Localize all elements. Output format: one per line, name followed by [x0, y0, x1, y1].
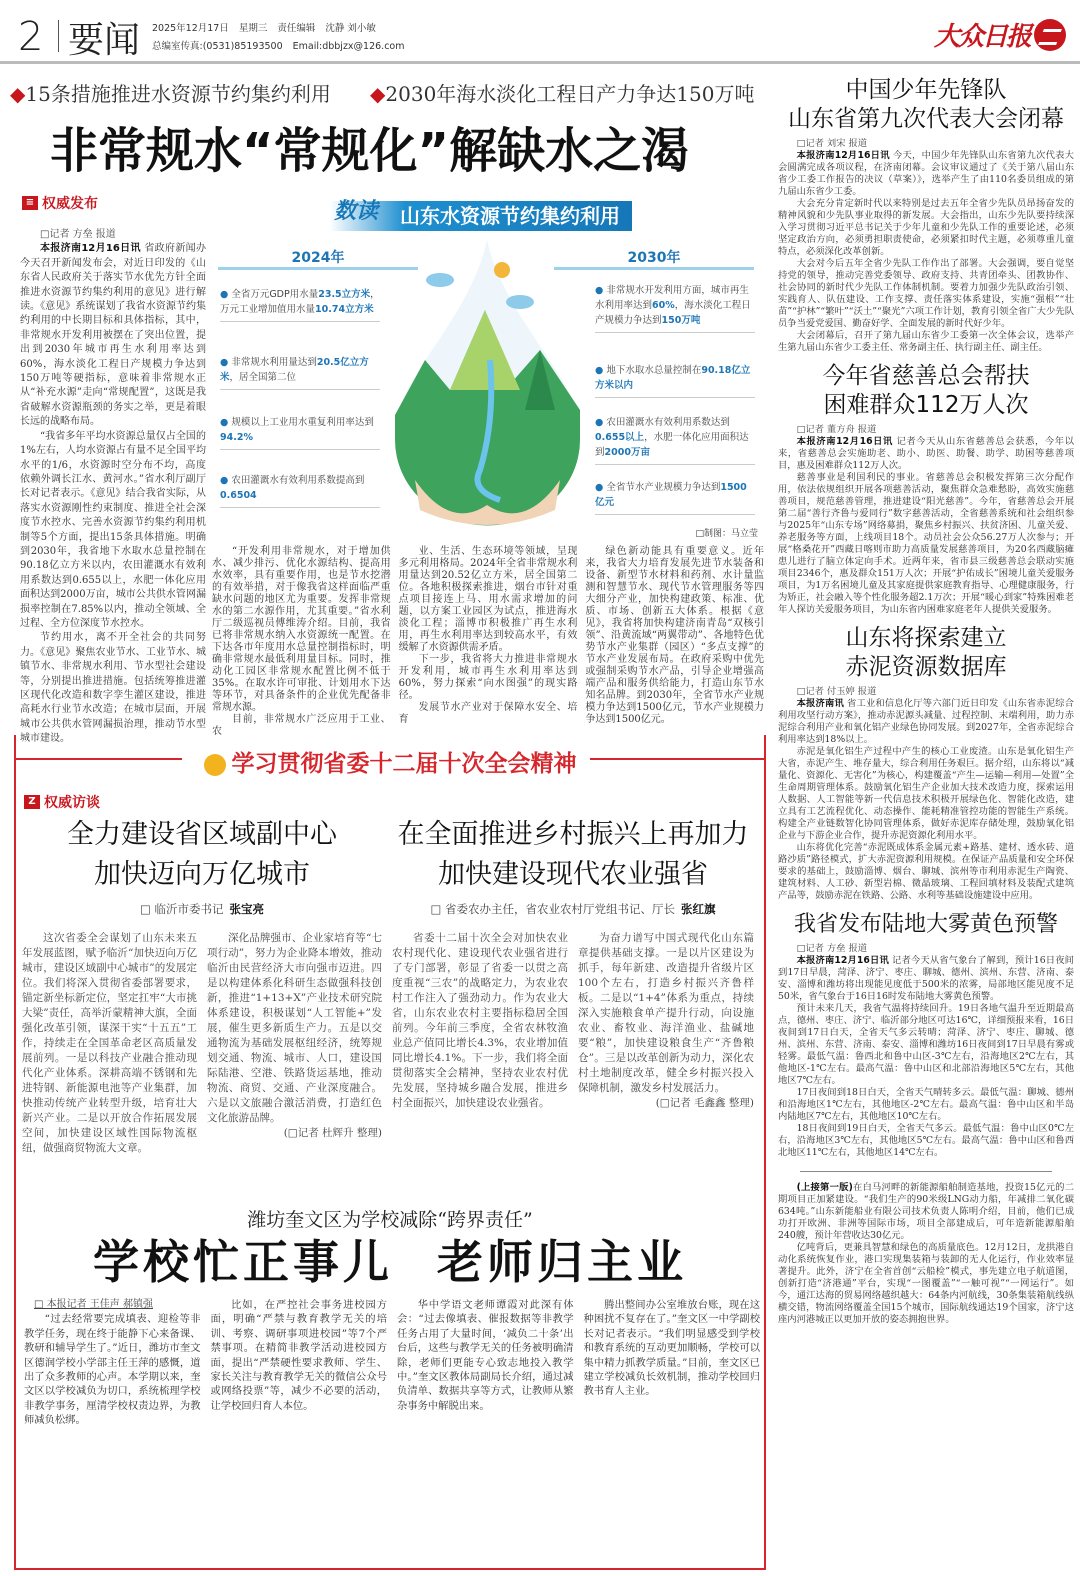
weekday: 星期三 — [238, 23, 268, 34]
subhead-2: ◆2030年海水淡化工程日产力争达150万吨 — [370, 82, 755, 106]
section-title: 要闻 — [68, 20, 141, 61]
article — [778, 76, 1074, 354]
byline: □记者 方垒 报道 — [40, 229, 116, 240]
issue-date: 2025年12月17日 — [152, 23, 229, 34]
interview-tag: Z 权威访谈 — [24, 792, 100, 812]
section-tag: ≡ 权威发布 — [22, 193, 98, 213]
year-2030: 2030年 — [554, 247, 754, 270]
lead-article-col4: 绿色新动能具有重要意义。近年来，我省大力培育发展先进节水装备和设备、新型节水材料和药剂、水计量监测和智慧节水、现代节水管理服务等四大细分产业，加快构建政策、标准、优质、市场、创新五大体系。根据《意见》，我省将加快构建济南青岛“双核引领”、沿黄流域“两翼带动”、各地特色优势节水产业集群（园区）“多点支撑”的节水产业发展布局。在政府采购中优先或强制采购节水产品，引导企业增强高端产品和服务供给能力，打造山东节水知名品牌。到2030年，全省节水产业规模力争达到1500亿元，节水产业规模力争达到1500亿元。 — [585, 546, 765, 725]
lead-article-col2: “开发利用非常规水，对于增加供水、减少排污、优化水源结构、提高用水效率，具有重要作用，也是节水挖潜的有效举措，对于像我省这样面临严重缺水问题的地区尤为重要。发挥非常规水的第二水源作用，尤其重要。”省水利厅二级巡视员傅维涛介绍。目前，我省已将非常规水纳入水资源统一配置。在下达各市年度用水总量控制指标时，明确非常规水最低利用量目标。同时，推动化工园区非常规水配置比例不低于35%。在取水许可审批、计划用水下达等环节，对具备条件的企业优先配备非常规水源。 目前，非常规水广泛应用于工业、农 — [212, 546, 391, 737]
editor-note: (□记者 毛鑫鑫 整理) — [655, 1097, 754, 1109]
article-body: □记者 刘宋 报道 本报济南12月16日讯 今天，中国少年先锋队山东省第九次代表大会圆满完成各项议程，在济南闭幕。会议审议通过了《关于第八届山东省少工委工作报告的决议（草案）》，选举产生了由110名委员组成的第九届山东省少工委。 大会充分肯定新时代以来特别是过去五年全省少先队员昂扬奋发的精神风貌和少先队事业取得的新发展。大会指出，山东少先队要持续深入学习贯彻习近平总书记关于少年儿童和少先队工作的重要论述，必须坚定政治方向，必须勇担职责使命，必须紧扣时代主题，必须尊重儿童特点，必须深化改革创新。 大会对今后五年全省少先队工作作出了部署。大会强调，要自觉坚持党的领导，推动完善党委领导、政府支持、共青团牵头、团教协作、社会协同的新时代少先队工作体制机制。要着力加强少先队政治引领、实践育人、队伍建设、工作支撑、责任落实体系建设，实施“强根”“壮苗”“护林”“繁叶”“沃土”“聚光”六项工作计划，教育引领全省广大少先队员争当爱党爱国、勤奋好学、全面发展的新时代好少年。 大会闭幕后，召开了第九届山东省少工委第一次全体会议，选举产生第九届山东省少工委主任、常务副主任、执行副主任、副主任。 — [778, 138, 1074, 353]
divider — [800, 1171, 1052, 1172]
special-banner: 学习贯彻省委十二届十次全会精神 — [14, 745, 766, 778]
byline: □ 本报记者 王佳声 郝镇强 — [34, 1299, 153, 1310]
newspaper-logo — [934, 16, 1066, 53]
interview-1 — [22, 815, 382, 1186]
water-drop-illustration — [390, 240, 585, 520]
article-headline: 今年省慈善总会帮扶 困难群众112万人次 — [822, 363, 1030, 418]
lead-article-col3: 业、生活、生态环境等领域，呈现多元利用格局。2024年全省非常规水利用量达到20.52亿立方米，居全国第二位。各地积极探索推进，烟台市针对重点项目接连上马、用水需求增加的问题，以方案工业园区为试点，推进海水淡化工程；淄博市积极推广再生水利用，再生水利用率达到较高水平，有效缓解了水资源供需矛盾。 下一步，我省将大力推进非常规水开发利用，城市再生水利用率达到60%，努力探索“向水图强”的现实路径。 发展节水产业对于保障水安全、培育 — [398, 546, 578, 725]
editors: 沈静 刘小敏 — [325, 23, 376, 34]
interview-1-byline: □ 临沂市委书记 张宝亮 — [139, 902, 265, 916]
dateline: 本报济南12月16日讯 — [40, 243, 141, 255]
stat-2030: ● 全省节水产业规模力争达到1500亿元 — [595, 480, 755, 515]
email: Email:dbbjzx@126.com — [292, 41, 405, 52]
masthead — [0, 0, 1080, 64]
stat-2030: ● 地下水取水总量控制在90.18亿立方米以内 — [595, 363, 755, 398]
logo-emblem-icon — [1034, 19, 1066, 51]
weifang-subhead: 潍坊奎文区为学校减除“跨界责任” — [247, 1209, 533, 1231]
stat-2024: ● 农田灌溉水有效利用系数提高到0.6504 — [220, 473, 380, 508]
stat-2024: ● 非常规水利用量达到20.5亿立方米，居全国第二位 — [220, 355, 380, 390]
interview-2-headline: 在全面推进乡村振兴上再加力 加快建设现代农业强省 — [397, 819, 749, 890]
article-body: □记者 付玉婷 报道 本报济南讯 省工业和信息化厅等六部门近日印发《山东省赤泥综合利用攻坚行动方案》，推动赤泥源头减量、过程控制、末端利用，助力赤泥综合利用产业和氧化铝产业绿色协同发展。到2027年，全省赤泥综合利用率达到18%以上。 赤泥是氧化铝生产过程中产生的核心工业废渣。山东是氧化铝生产大省，赤泥产生、堆存量大，综合利用任务艰巨。据介绍，山东将以“减量化、资源化、无害化”为核心，构建覆盖“产生—运输—利用—处置”全生命周期管理体系。鼓励氧化铝生产企业加大技术改造力度，探索运用人数据、人工智能等新一代信息技术积极开展绿色化、智能化改造，建立具有工艺流程优化、动态操作、能耗精准管控功能的智能生产系统。构建全产业链数智化协同管理体系，做好赤泥库存储处理，鼓励氧化铝企业与下游企业合作，提升赤泥资源化利用水平。 山东将优化完善“赤泥既成体系金属元素+路基、建材、透水砖、道路沙质”路径模式，扩大赤泥资源利用规模。在保证产品质量和安全环保要求的基础上，鼓励淄博、烟台、聊城、滨州等市利用赤泥生产陶瓷、建筑材料、人工砂、新型岩棉、微晶玻璃、工程回填材料及装配式建筑产品等，鼓励赤泥在铁路、公路、水利等基础设施建设中应用。 — [778, 686, 1074, 901]
lead-article-col1: □记者 方垒 报道 本报济南12月16日讯 省政府新闻办今天召开新闻发布会，对近日印发的《山东省人民政府关于落实节水优先方针全面推进水资源节约集约利用的意见》进行解读。《意见》系统谋划了我省水资源节约集约利用的中长期目标和具体指标，其中，非常规水开发利用被摆在了突出位置，提出到2030年城市再生水利用率达到60%，海水淡化工程日产规模力争达到150万吨等硬指标，意味着非常规水正从“补充水源”走向“常规配置”，这既是我省破解水资源瓶颈的务实之举，更是着眼长远的战略布局。 “我省多年平均水资源总量仅占全国的1%左右，人均水资源占有量不足全国平均水平的1/6，水资源时空分布不均，高度依赖外调长江水、黄河水。”省水利厅副厅长对记者表示。《意见》结合我省实际，从落实水资源刚性约束制度、推进全社会深度节水控水、完善水资源节约集约利用机制等5个方面，提出15条具体措施。明确到2030年，我省地下水取水总量控制在90.18亿立方米以内，农田灌溉水有效利用系数达到0.655以上，水肥一体化应用面积达到2000万亩，城市公共供水管网漏损率控制在7.85%以内，推动全领域、全过程、全方位深度节水控水。 节约用水，离不开全社会的共同努力。《意见》聚焦农业节水、工业节水、城镇节水、非常规水利用、节水型社会建设等，分别提出推进措施。包括统筹推进灌区现代化改造和数字孪生灌区建设，推进高耗水行业节水改造；在城市层面，开展城市公共供水管网漏损治理，推动节水型城市建设。 — [20, 229, 207, 745]
graphic-credit: □制图：马立莹 — [695, 529, 758, 539]
divider — [58, 20, 59, 52]
page-number: 2 — [18, 14, 44, 60]
stat-2030: ● 非常规水开发利用方面，城市再生水利用率达到60%，海水淡化工程日产规模力争达到150万吨 — [595, 283, 755, 333]
year-2024: 2024年 — [218, 247, 418, 270]
issue-meta — [152, 20, 415, 56]
article-headline: 山东将探索建立 赤泥资源数据库 — [845, 625, 1007, 680]
party-emblem-icon — [204, 754, 226, 776]
interview-1-body: 这次省委全会谋划了山东未来五年发展蓝图，赋予临沂“加快迈向万亿城市，建设区域副中心城市”的发展定位。我们将深入贯彻省委部署要求，锚定新坐标新定位，坚定扛牢“大市挑大梁”责任，高举沂蒙精神大旗，全面强化改革引领，谋深干实“十五五”工作，持续走在全国革命老区高质量发展前列。一是以科技产业融合推动现代化产业体系。深耕高端不锈钢和先进特钢、新能源电池等产业集群，加快推动传统产业转型升级，培育壮大新兴产业。二是以开放合作拓展发展空间，加快建设区域性国际物流枢纽，做强商贸物流大文章。 深化品牌强市、企业家培育等“七项行动”，努力为企业降本增效，推动临沂由民营经济大市向强市迈进。四是以构建体系化科研生态做强科技创新，推进“1+13+X”产业技术研究院体系建设，积极谋划“人工智能+”发展，催生更多新质生产力。五是以交通物流为基础发展枢纽经济，统筹规划交通、物流、城市、人口，建设国际陆港、空港、铁路货运基地，推动物流、商贸、交通、产业深度融合。六是以文旅融合激活消费，打造红色文化旅游品牌。 (□记者 杜辉升 整理) — [22, 932, 382, 1154]
lead-article-cols — [212, 546, 765, 737]
fax: 总编室传真:(0531)85193500 — [152, 41, 283, 52]
right-column — [778, 76, 1074, 1570]
weifang-headline: 学校忙正事儿 老师归主业 — [93, 1235, 687, 1289]
interview-2-body: 省委十二届十次全会对加快农业农村现代化、建设现代农业强省进行了专门部署，彰显了省委一以贯之高度重视“三农”的战略定力，为农业农村工作注入了强劲动力。作为农业大省，山东农业农村主要指标稳居全国前列。今年前三季度，全省农林牧渔业总产值同比增长4.3%，农业增加值同比增长4.1%。下一步，我们将全面贯彻落实全会精神，坚持农业农村优先发展，坚持城乡融合发展，推进乡村全面振兴，加快建设农业强省。 为奋力谱写中国式现代化山东篇章提供基础支撑。一是以片区建设为抓手，每年新建、改造提升省级片区100个左右，打造乡村振兴齐鲁样板。二是以“1+4”体系为重点，持续深入实施粮食单产提升行动，向设施农业、畜牧业、海洋渔业、盐碱地要“粮”，加快建设粮食生产“齐鲁粮仓”。三是以改革创新为动力，深化农村土地制度改革，健全乡村振兴投入保障机制，激发乡村发展活力。 (□记者 毛鑫鑫 整理) — [392, 932, 754, 1109]
lead-headline: 非常规水“常规化”解缺水之渴 — [50, 123, 690, 179]
article — [778, 910, 1074, 1159]
subhead-1: ◆15条措施推进水资源节约集约利用 — [10, 82, 331, 106]
article — [778, 362, 1074, 616]
article — [778, 624, 1074, 902]
infographic-title: 数读 山东水资源节约集约利用 — [330, 201, 632, 231]
stat-2024: ● 规模以上工业用水重复利用率达到94.2% — [220, 415, 380, 450]
stat-2030: ● 农田灌溉水有效利用系数达到0.655以上，水肥一体化应用面积达到2000万亩 — [595, 415, 755, 465]
interview-1-headline: 全力建设省区域副中心 加快迈向万亿城市 — [67, 819, 337, 890]
article-headline: 我省发布陆地大雾黄色预警 — [793, 912, 1058, 937]
continued-article: (上接第一版)在白马河畔的新能源船舶制造基地，投资15亿元的二期项目正加紧建设。“我们生产的90米级LNG动力船，年减排二氧化碳634吨。”山东新能船业有限公司技术负责人陈明介绍，目前，他们已成功打开欧洲、非洲等国际市场，项目全部建成后，可年造新能源船舶240艘，预计年营收达30亿元。 亿吨背后，更兼具智慧和绿色的高质量底色。12月12日，龙拱港自动化系统恢复作业，港口实现集装箱与装卸的无人化运行，作业效率显著提升。此外，济宁在全省首创“云船检”模式，事先建立电子航道图，创新打造“济港通”平台，实现“一图覆盖”“一触可视”“一网运行”。如今，通江达海的贸易网络越织越大：64条内河航线，30条集装箱航线纵横交错，物流网络覆盖全国15个城市，国际航线通达19个国家，济宁这座内河港城正以更加开放的姿态拥抱世界。 — [778, 1182, 1074, 1325]
stat-2024: ● 全省万元GDP用水量23.5立方米，万元工业增加值用水量10.74立方米 — [220, 287, 380, 322]
editor-label: 责任编辑 — [277, 23, 316, 34]
z-logo-icon: Z — [24, 795, 40, 809]
article-body: □记者 董方舟 报道 本报济南12月16日讯 记者今天从山东省慈善总会获悉，今年以来，省慈善总会实施助老、助小、助医、助餐、助学、助困等慈善项目，惠及困难群众112万人次。 慈善事业是利国利民的事业。省慈善总会积极发挥第三次分配作用，依法依规组织开展各项慈善活动，聚焦群众急难愁盼，高效实施慈善项目，规范慈善管理，推进建设“阳光慈善”。今年，省慈善总会开展第二届“善行齐鲁与爱同行”数字慈善活动，全省慈善系统和社会组织参与2025年“山东专场”网络募捐，聚焦乡村振兴、扶贫济困、儿童关爱、养老服务等方面，上线项目18个。动员社会公众56.27万人次参与；开展“格桑花开”西藏日喀则市助力高质量发展慈善项目，为20名西藏脑瘫患儿进行了脑立体定向手术。近两年来，省市县三级慈善总会联动实施项目2346个，惠及群众151万人次；开展“护佑成长”困境儿童关爱服务项目，为1万名困境儿童及其家庭提供家庭教育指导、心理健康服务，行为矫正，社会融入等个性化服务超2.1万次；开展“暖心到家”特殊困难老年人探访关爱服务项目，为山东省内困难家庭老年人提供关爱服务。 — [778, 424, 1074, 615]
document-icon: ≡ — [22, 196, 38, 210]
interview-2-byline: □ 省委农办主任，省农业农村厅党组书记、厅长 张红旗 — [430, 902, 716, 916]
interview-2 — [392, 815, 754, 1186]
article-headline: 中国少年先锋队 山东省第九次代表大会闭幕 — [788, 77, 1064, 132]
logo-text: 大众日报 — [933, 22, 1030, 52]
article-body: □记者 方垒 报道 本报济南12月16日讯 记者今天从省气象台了解到，预计16日夜间到17日早晨，菏泽、济宁、枣庄、聊城、德州、滨州、东营、济南、泰安、淄博和潍坊将出现能见度低于500米的浓雾，局部地区能见度不足50米，省气象台于16日16时发布陆地大雾黄色预警。 预计未来几天，我省气温将持续回升。19日各地气温升至近期最高点，德州、枣庄、济宁、临沂部分地区可达16℃，详细预报来看，16日夜间到17日白天，全省天气多云转晴；菏泽、济宁、枣庄、聊城、德州、滨州、东营、济南、泰安、淄博和潍坊16日夜间到17日早晨有雾或轻雾。最低气温：鲁西北和鲁中山区-3℃左右，沿海地区2℃左右，其他地区-1℃左右。最高气温：鲁中山区和北部沿海地区5℃左右，其他地区7℃左右。 17日夜间到18日白天，全省天气晴转多云。最低气温：聊城、德州和沿海地区1℃左右，其他地区-2℃左右。最高气温：鲁中山区和半岛内陆地区7℃左右，其他地区10℃左右。 18日夜间到19日白天，全省天气多云。最低气温：鲁中山区0℃左右，沿海地区3℃左右，其他地区5℃左右。最高气温：鲁中山区和鲁西北地区11℃左右，其他地区14℃左右。 — [778, 943, 1074, 1158]
infographic — [210, 195, 762, 543]
editor-note: (□记者 杜辉升 整理) — [283, 1127, 382, 1139]
weifang-article: □ 本报记者 王佳声 郝镇强 “过去经常要完成填表、迎检等非教学任务，现在终于能静下心来备课、教研和辅导学生了。”近日，潍坊市奎文区德润学校小学部主任王萍的感慨，道出了众多教师的心声。本学期以来，奎文区以学校减负为切口，系统梳理学校非教学事务，厘清学校权责边界，为教师减负松绑。 比如，在严控社会事务进校园方面，明确“严禁与教育教学无关的培训、考察、调研事项进校园”等7个严禁事项。在精简非教学活动进校园方面，提出“严禁硬性要求教师、学生、家长关注与教育教学无关的微信公众号或网络投票”等，减少不必要的活动，让学校回归育人本位。 华中学语文老师谭霞对此深有体会：“过去像填表、催报数据等非教学任务占用了大量时间，‘减负二十条’出台后，这些与教学无关的任务被明确清除，老师们更能专心致志地投入教学中。”奎文区教体局副局长介绍，通过减负清单、数据共享等方式，让教师从繁杂事务中解脱出来。 腾出整间办公室堆放台账，现在这种困扰不复存在了。”奎文区一中学副校长对记者表示。“我们明显感受到学校和教育系统的互动更加顺畅，学校可以集中精力抓教学质量。”目前，奎文区已建立学校减负长效机制，推动学校回归教书育人主业。 — [24, 1299, 760, 1427]
